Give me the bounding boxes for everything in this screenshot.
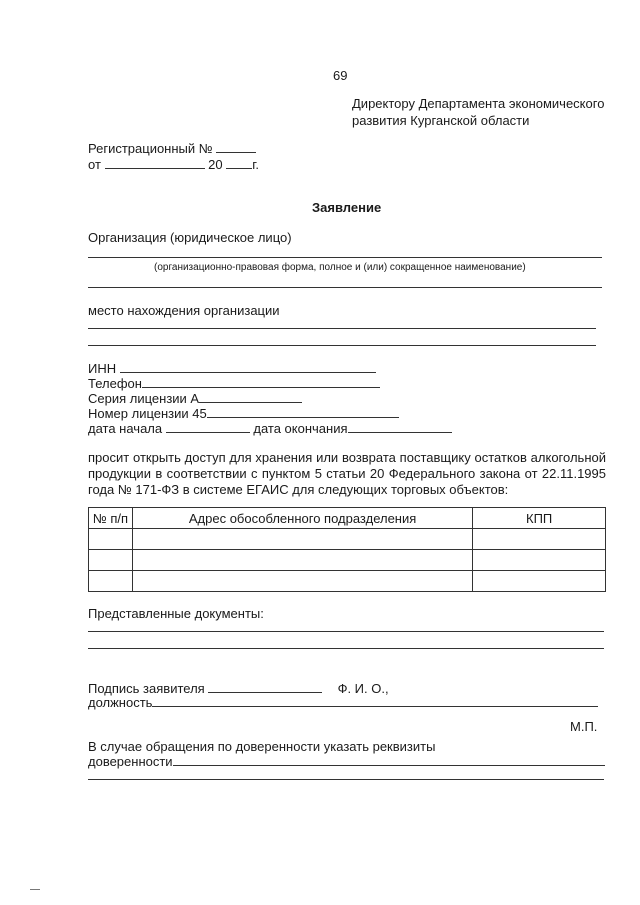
registration-number-label: Регистрационный № — [88, 141, 213, 156]
proxy-row — [88, 754, 605, 769]
position-field[interactable] — [152, 695, 598, 707]
location-label: место нахождения организации — [88, 303, 280, 318]
table-cell[interactable] — [473, 529, 606, 550]
request-text-line-2: продукции в соответствии с пунктом 5 статьи 20 Федерального закона от 22.11.1995 — [88, 466, 606, 481]
table-cell[interactable] — [89, 550, 133, 571]
addressee-line-2: развития Курганской области — [352, 113, 530, 128]
footer-mark — [30, 889, 40, 890]
end-date-field[interactable] — [348, 421, 452, 433]
table-cell[interactable] — [473, 571, 606, 592]
start-date-field[interactable] — [166, 421, 250, 433]
trade-objects-table — [88, 507, 606, 592]
license-series-field[interactable] — [199, 391, 302, 403]
signature-field[interactable] — [208, 681, 322, 693]
organization-name-line-2[interactable] — [88, 287, 602, 288]
table-cell[interactable] — [473, 550, 606, 571]
registration-number-row — [88, 141, 256, 156]
table-header-number: № п/п — [89, 508, 133, 529]
organization-label: Организация (юридическое лицо) — [88, 230, 292, 245]
phone-field[interactable] — [142, 376, 380, 388]
documents-line-1[interactable] — [88, 631, 604, 632]
organization-name-line[interactable] — [88, 257, 602, 258]
license-number-label: Номер лицензии 45 — [88, 406, 207, 421]
license-series-row — [88, 391, 302, 406]
location-line-1[interactable] — [88, 328, 596, 329]
proxy-label: В случае обращения по доверенности указать реквизиты — [88, 739, 436, 754]
license-number-row — [88, 406, 399, 421]
registration-year-suffix: г. — [252, 157, 260, 172]
registration-year-field[interactable] — [226, 157, 252, 169]
table-header-kpp: КПП — [473, 508, 606, 529]
page-number: 69 — [333, 68, 348, 83]
position-row — [88, 695, 598, 710]
inn-row — [88, 361, 376, 376]
document-title: Заявление — [312, 200, 382, 215]
registration-from-label: от — [88, 157, 101, 172]
registration-date-row — [88, 157, 259, 172]
organization-hint: (организационно-правовая форма, полное и (или) сокращенное наименование) — [154, 262, 526, 273]
documents-line-2[interactable] — [88, 648, 604, 649]
signature-label: Подпись заявителя — [88, 681, 205, 696]
request-text-line-1: просит открыть доступ для хранения или возврата поставщику остатков алкогольной — [88, 450, 606, 465]
stamp-label: М.П. — [570, 719, 598, 734]
table-cell[interactable] — [132, 571, 472, 592]
location-line-2[interactable] — [88, 345, 596, 346]
table-cell[interactable] — [132, 529, 472, 550]
start-date-label: дата начала — [88, 421, 163, 436]
table-cell[interactable] — [89, 529, 133, 550]
registration-number-field[interactable] — [216, 141, 256, 153]
signature-row — [88, 681, 389, 696]
table-header-row — [89, 508, 606, 529]
license-series-label: Серия лицензии А — [88, 391, 200, 406]
request-text-line-3: года № 171-ФЗ в системе ЕГАИС для следующих торговых объектов: — [88, 482, 509, 497]
table-row — [89, 529, 606, 550]
proxy-field[interactable] — [173, 754, 605, 766]
end-date-label: дата окончания — [253, 421, 348, 436]
phone-row — [88, 376, 380, 391]
table-cell[interactable] — [89, 571, 133, 592]
addressee-line-1: Директору Департамента экономического — [352, 96, 605, 111]
inn-field[interactable] — [120, 361, 376, 373]
request-text — [88, 450, 606, 498]
table-row — [89, 550, 606, 571]
position-label: должность — [88, 695, 153, 710]
inn-label: ИНН — [88, 361, 117, 376]
license-number-field[interactable] — [207, 406, 399, 418]
phone-label: Телефон — [88, 376, 142, 391]
registration-year-prefix: 20 — [208, 157, 223, 172]
proxy-line-2[interactable] — [88, 779, 604, 780]
proxy-label-2: доверенности — [88, 754, 173, 769]
table-header-address: Адрес обособленного подразделения — [132, 508, 472, 529]
documents-label: Представленные документы: — [88, 606, 264, 621]
fio-label: Ф. И. О., — [337, 681, 389, 696]
table-row — [89, 571, 606, 592]
dates-row — [88, 421, 452, 436]
table-cell[interactable] — [132, 550, 472, 571]
registration-date-field[interactable] — [105, 157, 205, 169]
